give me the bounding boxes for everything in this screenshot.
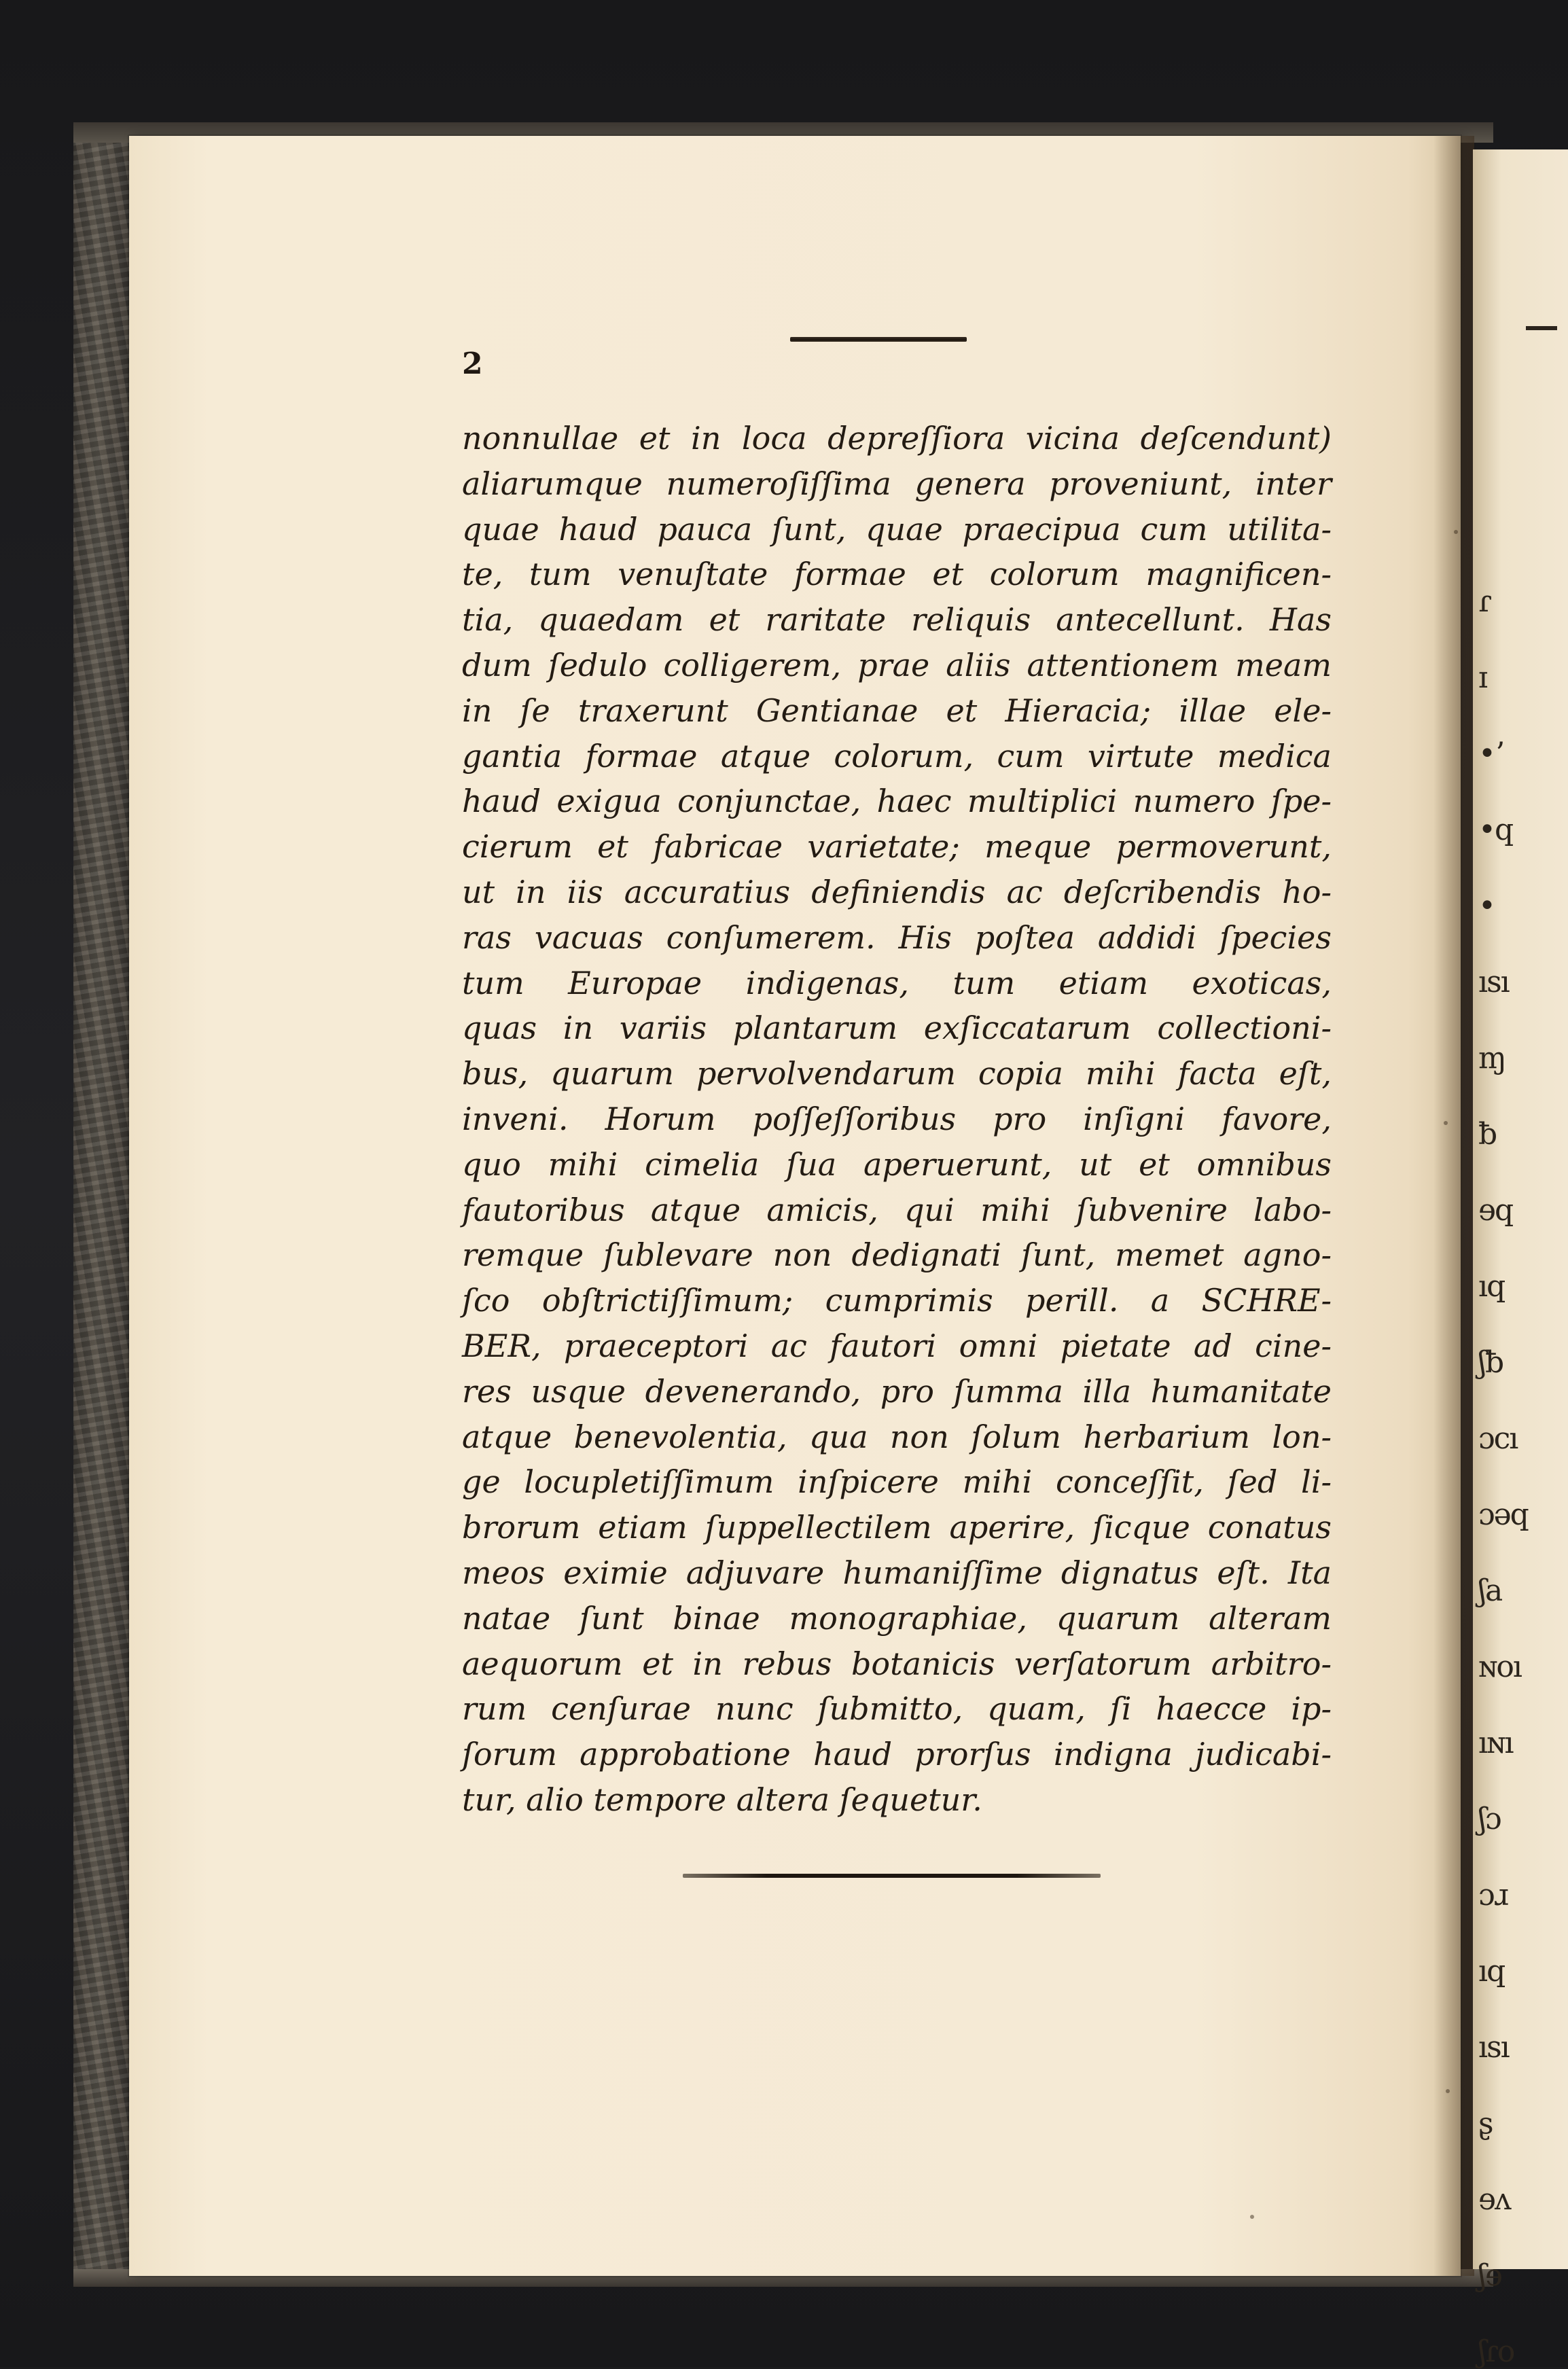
text-line: natae ſunt binae monographiae, quarum alteram <box>462 1599 1332 1637</box>
text-line: tum Europae indigenas, tum etiam exoticas, <box>462 964 1332 1001</box>
facing-page-fragment: ıq <box>1478 1269 1505 1304</box>
text-line: remque ſublevare non dedignati ſunt, memet agno- <box>462 1236 1332 1274</box>
text-line: ſco obſtrictiſſimum; cumprimis perill. a SCHRE- <box>462 1282 1332 1319</box>
text-line: nonnullae et in loca depreſſiora vicina deſcendunt) <box>462 420 1332 457</box>
text-line: meos eximie adjuvare humaniſſime dignatus eſt. Ita <box>462 1554 1332 1591</box>
text-line: rum cenſurae nunc ſubmitto, quam, ſi haecce ip- <box>462 1690 1332 1728</box>
text-line: cierum et fabricae varietate; meque permoverunt, <box>462 828 1332 866</box>
text-line: bus, quarum pervolvendarum copia mihi facta eſt, <box>462 1055 1332 1092</box>
text-line: quas in variis plantarum exſiccatarum collectioni- <box>462 1010 1332 1047</box>
text-line: inveni. Horum poſſeſſoribus pro inſigni favore, <box>462 1100 1332 1137</box>
text-line: quae haud pauca ſunt, quae praecipua cum utilita- <box>462 510 1332 548</box>
facing-page-fragment: ıq <box>1478 1954 1505 1989</box>
text-line: aliarumque numeroſiſſima genera proveniunt, inter <box>462 465 1332 502</box>
facing-page-fragment: ɔɹ <box>1478 1878 1508 1912</box>
footer-ornamental-rule <box>683 1874 1101 1878</box>
text-line: dum ſedulo colligerem, prae aliis attentionem meam <box>462 646 1332 683</box>
facing-page-fragment: ɘq <box>1478 1193 1513 1228</box>
paper-speck <box>1454 530 1458 534</box>
text-line: in ſe traxerunt Gentianae et Hieracia; illae ele- <box>462 692 1332 729</box>
facing-page-sliver <box>1473 149 1568 2369</box>
marbled-cover-edge <box>73 122 136 2283</box>
facing-page-fragment: ɱ <box>1478 1041 1505 1075</box>
facing-page-fragment: ʃɾo <box>1478 2334 1514 2369</box>
page-body-text <box>462 416 1332 1823</box>
facing-page-fragment: ɘʌ <box>1478 2182 1510 2217</box>
paper-speck <box>1250 2215 1254 2219</box>
facing-page-fragment: ʃa <box>1478 1573 1502 1608</box>
header-ornamental-rule <box>790 337 967 342</box>
facing-page-fragment: ʃƀ <box>1478 1345 1503 1380</box>
text-line: tia, quaedam et raritate reliquis antecellunt. Has <box>462 601 1332 639</box>
facing-page-fragment: •q <box>1478 813 1513 847</box>
facing-page-fragment: ısı <box>1478 965 1509 999</box>
facing-page-fragment: ʃɔ <box>1478 1802 1501 1836</box>
facing-page-fragment: ʃɘ <box>1478 2258 1501 2293</box>
paper-speck <box>1446 2089 1450 2093</box>
facing-page-rule <box>1526 326 1557 330</box>
facing-page-fragment: ɴoı <box>1478 1650 1521 1684</box>
facing-page-fragment: ƀ <box>1478 1117 1497 1152</box>
facing-page-fragment: ɪ <box>1478 660 1487 695</box>
page-gutter-shadow <box>1433 136 1474 2276</box>
text-line: fautoribus atque amicis, qui mihi ſubvenire labo- <box>462 1191 1332 1228</box>
facing-page-fragment: ʂ <box>1478 2106 1493 2141</box>
paper-speck <box>1444 1121 1448 1125</box>
text-line: ge locupletiſſimum inſpicere mihi conceſſit, ſed li- <box>462 1463 1332 1501</box>
facing-page-fragment: ɔəq <box>1478 1497 1528 1532</box>
text-line: ſorum approbatione haud prorſus indigna judicabi- <box>462 1736 1332 1773</box>
facing-page-fragment: ɔcı <box>1478 1421 1518 1456</box>
facing-page-fragment: ısı <box>1478 2030 1509 2065</box>
page-number: 2 <box>462 346 483 381</box>
text-line: atque benevolentia, qua non ſolum herbarium lon- <box>462 1418 1332 1455</box>
text-line: ut in iis accuratius definiendis ac deſcribendis ho- <box>462 873 1332 910</box>
text-line: tur, alio tempore altera ſequetur. <box>462 1781 982 1818</box>
text-line: res usque devenerando, pro ſumma illa humanitate <box>462 1372 1332 1410</box>
text-line: aequorum et in rebus botanicis verſatorum arbitro- <box>462 1645 1332 1682</box>
text-line: ras vacuas conſumerem. His poſtea addidi ſpecies <box>462 919 1332 956</box>
text-line: te, tum venuſtate formae et colorum magnificen- <box>462 556 1332 593</box>
text-line: gantia formae atque colorum, cum virtute medica <box>462 737 1332 774</box>
facing-page-fragment: ɾ <box>1478 584 1491 619</box>
facing-page-fragment: •ʼ <box>1478 736 1503 771</box>
facing-page-fragment: • <box>1478 889 1495 923</box>
text-line: BER, praeceptori ac fautori omni pietate ad cine- <box>462 1327 1332 1364</box>
text-line: quo mihi cimelia ſua aperuerunt, ut et omnibus <box>462 1145 1332 1183</box>
facing-page-fragment: ıɴı <box>1478 1726 1513 1760</box>
text-line: haud exigua conjunctae, haec multiplici numero ſpe- <box>462 783 1332 820</box>
text-line: brorum etiam ſuppellectilem aperire, ſicque conatus <box>462 1509 1332 1546</box>
